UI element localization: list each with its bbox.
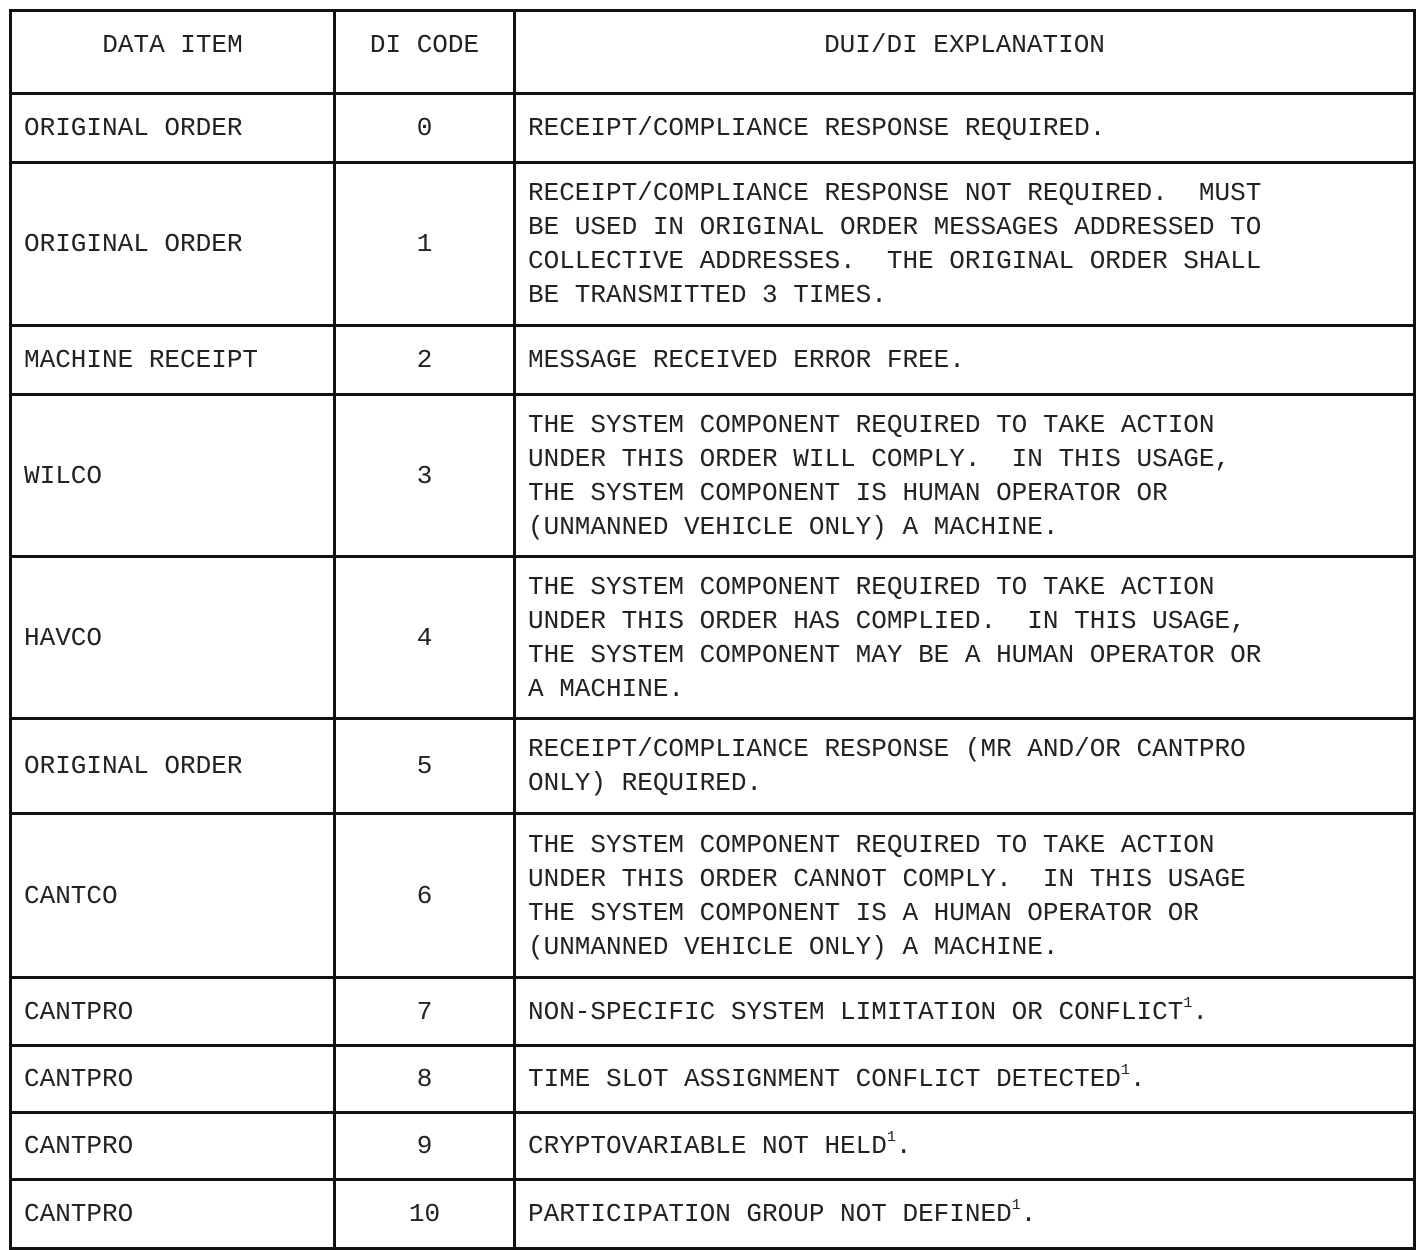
table-row (11, 557, 1415, 719)
explanation-text: RECEIPT/COMPLIANCE RESPONSE NOT REQUIRED. MUST BE USED IN ORIGINAL ORDER MESSAGES ADDRESSED TO COLLECTIVE ADDRESSES. THE ORIGINAL ORDER SHALL BE TRANSMITTED 3 TIMES. (528, 178, 1262, 310)
di-code-cell: 10 (335, 1180, 515, 1249)
explanation-cell (515, 557, 1415, 719)
footnote-marker: 1 (1120, 1062, 1130, 1079)
table-row (11, 978, 1415, 1046)
di-code-cell: 8 (335, 1046, 515, 1113)
period: . (895, 1131, 912, 1161)
table-row (11, 1046, 1415, 1113)
data-item-cell: WILCO (11, 395, 335, 557)
di-code-cell: 2 (335, 326, 515, 395)
table-row (11, 326, 1415, 395)
header-data-item: DATA ITEM (11, 11, 335, 94)
footnote-marker: 1 (1183, 994, 1193, 1012)
explanation-text: THE SYSTEM COMPONENT REQUIRED TO TAKE ACTION UNDER THIS ORDER WILL COMPLY. IN THIS USAGE, THE SYSTEM COMPONENT IS HUMAN OPERATOR OR (UNMANNED VEHICLE ONLY) A MACHINE. (528, 409, 1231, 542)
explanation-cell (515, 814, 1415, 978)
explanation-text: THE SYSTEM COMPONENT REQUIRED TO TAKE ACTION UNDER THIS ORDER CANNOT COMPLY. IN THIS USAGE THE SYSTEM COMPONENT IS A HUMAN OPERATOR OR (UNMANNED VEHICLE ONLY) A MACHINE. (528, 829, 1246, 962)
table-row (11, 94, 1415, 163)
explanation-cell (515, 1180, 1415, 1249)
data-item-cell: CANTPRO (11, 978, 335, 1046)
explanation-text: CRYPTOVARIABLE NOT HELD (528, 1131, 887, 1161)
explanation-text: THE SYSTEM COMPONENT REQUIRED TO TAKE ACTION UNDER THIS ORDER HAS COMPLIED. IN THIS USAGE, THE SYSTEM COMPONENT MAY BE A HUMAN OPERATOR OR A MACHINE. (528, 571, 1262, 704)
data-item-cell: CANTPRO (11, 1180, 335, 1249)
table-row (11, 719, 1415, 814)
data-item-cell: MACHINE RECEIPT (11, 326, 335, 395)
explanation-text: NON-SPECIFIC SYSTEM LIMITATION OR CONFLICT (528, 996, 1184, 1027)
di-code-cell: 6 (335, 814, 515, 978)
table-row (11, 1180, 1415, 1249)
di-code-cell: 4 (335, 557, 515, 719)
table-row (11, 395, 1415, 557)
explanation-text: TIME SLOT ASSIGNMENT CONFLICT DETECTED (528, 1064, 1121, 1094)
data-item-cell: CANTPRO (11, 1113, 335, 1180)
explanation-cell (515, 94, 1415, 163)
explanation-text: MESSAGE RECEIVED ERROR FREE. (528, 345, 965, 375)
period: . (1129, 1064, 1146, 1094)
explanation-cell (515, 326, 1415, 395)
footnote-marker: 1 (1011, 1197, 1021, 1214)
explanation-cell (515, 1113, 1415, 1180)
explanation-text: RECEIPT/COMPLIANCE RESPONSE (MR AND/OR CANTPRO ONLY) REQUIRED. (528, 734, 1246, 798)
di-code-cell: 1 (335, 163, 515, 326)
data-item-cell: ORIGINAL ORDER (11, 719, 335, 814)
table-row (11, 163, 1415, 326)
di-code-cell: 3 (335, 395, 515, 557)
explanation-text: PARTICIPATION GROUP NOT DEFINED (528, 1199, 1012, 1229)
header-explanation: DUI/DI EXPLANATION (515, 11, 1415, 94)
footnote-marker: 1 (886, 1129, 896, 1146)
period: . (1020, 1199, 1037, 1229)
header-di-code: DI CODE (335, 11, 515, 94)
di-code-table (9, 9, 1416, 1250)
data-item-cell: CANTCO (11, 814, 335, 978)
table-row (11, 814, 1415, 978)
period: . (1192, 996, 1208, 1027)
explanation-cell (515, 163, 1415, 326)
di-code-cell: 7 (335, 978, 515, 1046)
explanation-cell (515, 978, 1415, 1046)
explanation-text: RECEIPT/COMPLIANCE RESPONSE REQUIRED. (528, 113, 1106, 143)
data-item-cell: ORIGINAL ORDER (11, 163, 335, 326)
di-code-cell: 0 (335, 94, 515, 163)
explanation-cell (515, 719, 1415, 814)
header-row (11, 11, 1415, 94)
data-item-cell: ORIGINAL ORDER (11, 94, 335, 163)
table-body (11, 94, 1415, 1249)
explanation-cell (515, 395, 1415, 557)
di-code-cell: 9 (335, 1113, 515, 1180)
di-code-cell: 5 (335, 719, 515, 814)
explanation-cell (515, 1046, 1415, 1113)
table-row (11, 1113, 1415, 1180)
data-item-cell: HAVCO (11, 557, 335, 719)
data-item-cell: CANTPRO (11, 1046, 335, 1113)
